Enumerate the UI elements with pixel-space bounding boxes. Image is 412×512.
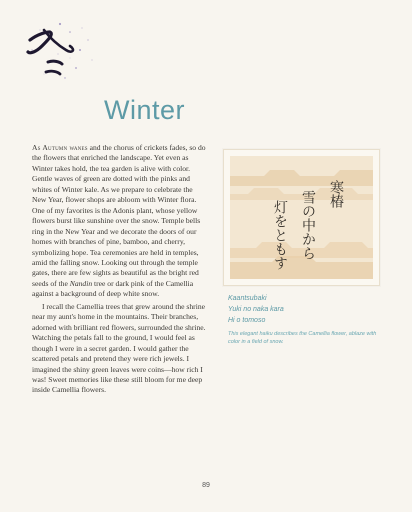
paragraph-1-text: and the chorus of crickets fades, so do the flowers that enriched the landscape. Yet even as Winter takes hold, the tea garden is alive with color. Gentle waves of green are dotted with the pinks and whites of Winter kale. As we prepare to celebrate the New Year, flower shops are abloom with Winter flora. One of my favorites is the Adonis plant, whose yellow flowers burst like sunshine over the snow. Temple bells ring in the New Year and we decorate the doors of our homes with branches of pine, bamboo, and cherry, symbolizing hope. Tea ceremonies are held in temples, amid the falling snow. Looking out through the temple gates, there are few sights as beautiful as the bright red seeds of the bbox=[32, 143, 206, 288]
haiku-column-middle: 雪の中から bbox=[300, 190, 316, 260]
section-heading: Winter bbox=[104, 95, 186, 125]
haiku-artwork bbox=[223, 149, 380, 286]
ink-splatter bbox=[31, 23, 92, 79]
haiku-column-right: 寒椿 bbox=[328, 180, 344, 208]
haiku-caption bbox=[228, 293, 388, 346]
winter-calligraphy-mark bbox=[10, 10, 100, 90]
paragraph-1 bbox=[32, 143, 208, 300]
caption-note: This elegant haiku describes the Camellia flower, ablaze with color in a field of snow. bbox=[228, 331, 377, 345]
nandin-term: Nandin bbox=[69, 278, 93, 288]
caption-line-1: Kaantsubaki bbox=[228, 295, 267, 302]
paragraph-1-ending: tree or dark pink of the Camellia against a background of deep white snow. bbox=[32, 278, 194, 299]
page-number: 89 bbox=[202, 482, 210, 489]
paragraph-2: I recall the Camellia trees that grew around the shrine near my aunt's home in the mountains. Their branches, adorned with brilliant red flowers, surrounded the shrine. Watching the petals fall to the ground, I would feel as though I were in a secret garden. I would gather the scattered petals and pretend they were rich jewels. I imagined the shiny green leaves were coins—how rich I was! Sweet memories like these still bloom for me deep inside Camellia flowers. bbox=[32, 301, 206, 395]
body-text bbox=[32, 143, 208, 396]
winter-brush-stroke bbox=[28, 30, 73, 74]
paragraph-1-lead: As Autumn wanes bbox=[32, 143, 88, 152]
haiku-column-left: 灯をともす bbox=[272, 200, 288, 270]
caption-line-2: Yuki no naka kara bbox=[228, 306, 284, 313]
caption-line-3: Hi o tomoso bbox=[228, 317, 266, 324]
haiku-painting bbox=[224, 150, 379, 285]
